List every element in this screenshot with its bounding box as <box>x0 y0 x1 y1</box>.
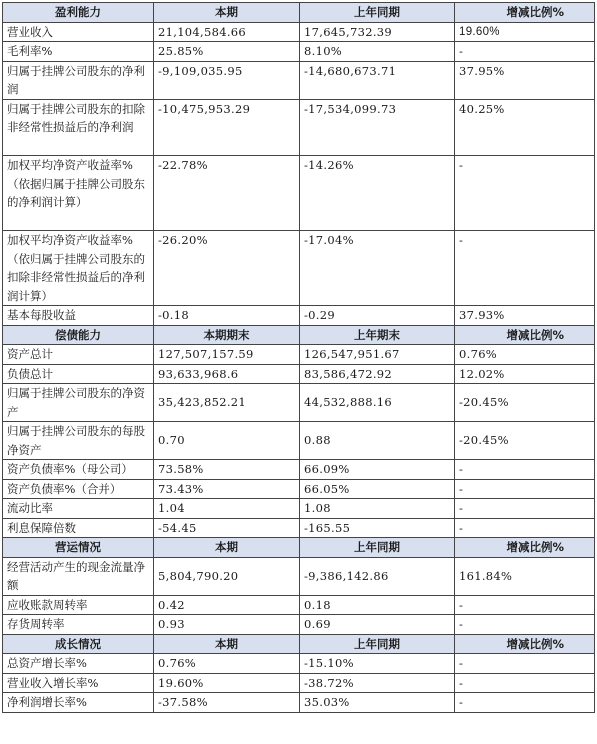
row-label: 应收账款周转率 <box>3 595 154 615</box>
row-label: 利息保障倍数 <box>3 518 154 538</box>
growth-header-cell: 上年同期 <box>300 634 455 654</box>
value-cell: 127,507,157.59 <box>154 345 300 365</box>
profit-header-cell: 上年同期 <box>300 3 455 23</box>
value-cell: 126,547,951.67 <box>300 345 455 365</box>
solvency-header-cell: 本期期末 <box>154 325 300 345</box>
growth-header-cell: 增减比例% <box>455 634 595 654</box>
row-label: 净利润增长率% <box>3 693 154 713</box>
table-row <box>3 654 595 674</box>
change-ratio-cell: - <box>455 42 595 62</box>
solvency-header-cell: 偿债能力 <box>3 325 154 345</box>
growth-header-cell: 成长情况 <box>3 634 154 654</box>
row-label: 加权平均净资产收益率%（依据归属于挂牌公司股东的净利润计算） <box>3 156 154 231</box>
row-label: 资产负债率%（母公司） <box>3 460 154 480</box>
table-row <box>3 61 595 99</box>
row-label: 营业收入 <box>3 22 154 42</box>
row-label: 归属于挂牌公司股东的每股净资产 <box>3 422 154 460</box>
row-label: 经营活动产生的现金流量净额 <box>3 557 154 595</box>
financial-indicators-table <box>2 2 595 713</box>
growth-header-cell: 本期 <box>154 634 300 654</box>
table-row <box>3 422 595 460</box>
operation-header-cell: 上年同期 <box>300 538 455 558</box>
change-ratio-cell: 12.02% <box>455 364 595 384</box>
value-cell: -0.29 <box>300 306 455 326</box>
value-cell: 5,804,790.20 <box>154 557 300 595</box>
row-label: 归属于挂牌公司股东的净利润 <box>3 61 154 99</box>
value-cell: 0.42 <box>154 595 300 615</box>
solvency-header-cell: 上年期末 <box>300 325 455 345</box>
table-row <box>3 557 595 595</box>
table-row <box>3 518 595 538</box>
row-label: 总资产增长率% <box>3 654 154 674</box>
change-ratio-cell: 161.84% <box>455 557 595 595</box>
value-cell: 0.76% <box>154 654 300 674</box>
row-label: 资产总计 <box>3 345 154 365</box>
table-row <box>3 595 595 615</box>
value-cell: 66.05% <box>300 479 455 499</box>
table-row <box>3 384 595 422</box>
table-row <box>3 345 595 365</box>
value-cell: 0.88 <box>300 422 455 460</box>
change-ratio-cell: 0.76% <box>455 345 595 365</box>
value-cell: 35.03% <box>300 693 455 713</box>
value-cell: -38.72% <box>300 673 455 693</box>
change-ratio-cell: - <box>455 518 595 538</box>
solvency-header-cell: 增减比例% <box>455 325 595 345</box>
row-label: 资产负债率%（合并） <box>3 479 154 499</box>
value-cell: -15.10% <box>300 654 455 674</box>
value-cell: -17,534,099.73 <box>300 99 455 156</box>
operation-header-cell: 营运情况 <box>3 538 154 558</box>
value-cell: 21,104,584.66 <box>154 22 300 42</box>
row-label: 归属于挂牌公司股东的净资产 <box>3 384 154 422</box>
value-cell: -9,109,035.95 <box>154 61 300 99</box>
change-ratio-cell: - <box>455 479 595 499</box>
value-cell: 66.09% <box>300 460 455 480</box>
value-cell: 0.69 <box>300 615 455 635</box>
row-label: 归属于挂牌公司股东的扣除非经常性损益后的净利润 <box>3 99 154 156</box>
value-cell: -17.04% <box>300 231 455 306</box>
row-label: 加权平均净资产收益率%（依归属于挂牌公司股东的扣除非经常性损益后的净利润计算） <box>3 231 154 306</box>
table-row <box>3 479 595 499</box>
change-ratio-cell: - <box>455 654 595 674</box>
value-cell: 83,586,472.92 <box>300 364 455 384</box>
value-cell: 35,423,852.21 <box>154 384 300 422</box>
profit-header-cell: 增减比例% <box>455 3 595 23</box>
profit-header-row <box>3 3 595 23</box>
row-label: 流动比率 <box>3 499 154 519</box>
change-ratio-cell: - <box>455 460 595 480</box>
value-cell: 73.43% <box>154 479 300 499</box>
row-label: 营业收入增长率% <box>3 673 154 693</box>
table-row <box>3 42 595 62</box>
operation-header-cell: 本期 <box>154 538 300 558</box>
value-cell: 17,645,732.39 <box>300 22 455 42</box>
table-row <box>3 231 595 306</box>
row-label: 负债总计 <box>3 364 154 384</box>
change-ratio-cell: -20.45% <box>455 384 595 422</box>
value-cell: -54.45 <box>154 518 300 538</box>
table-row <box>3 673 595 693</box>
change-ratio-cell: 19.60% <box>455 22 595 42</box>
change-ratio-cell: - <box>455 156 595 231</box>
value-cell: 0.18 <box>300 595 455 615</box>
table-row <box>3 693 595 713</box>
value-cell: 44,532,888.16 <box>300 384 455 422</box>
value-cell: 93,633,968.6 <box>154 364 300 384</box>
table-row <box>3 99 595 156</box>
table-row <box>3 156 595 231</box>
change-ratio-cell: -20.45% <box>455 422 595 460</box>
change-ratio-cell: - <box>455 499 595 519</box>
table-row <box>3 22 595 42</box>
change-ratio-cell: 37.95% <box>455 61 595 99</box>
row-label: 存货周转率 <box>3 615 154 635</box>
table-body <box>3 3 595 713</box>
value-cell: -26.20% <box>154 231 300 306</box>
value-cell: -22.78% <box>154 156 300 231</box>
value-cell: -9,386,142.86 <box>300 557 455 595</box>
operation-header-row <box>3 538 595 558</box>
operation-header-cell: 增减比例% <box>455 538 595 558</box>
change-ratio-cell: - <box>455 615 595 635</box>
value-cell: -0.18 <box>154 306 300 326</box>
value-cell: 25.85% <box>154 42 300 62</box>
change-ratio-cell: - <box>455 595 595 615</box>
change-ratio-cell: - <box>455 231 595 306</box>
change-ratio-cell: 40.25% <box>455 99 595 156</box>
row-label: 毛利率% <box>3 42 154 62</box>
value-cell: -10,475,953.29 <box>154 99 300 156</box>
profit-header-cell: 本期 <box>154 3 300 23</box>
value-cell: 73.58% <box>154 460 300 480</box>
value-cell: 0.70 <box>154 422 300 460</box>
value-cell: -37.58% <box>154 693 300 713</box>
value-cell: -14.26% <box>300 156 455 231</box>
value-cell: 8.10% <box>300 42 455 62</box>
solvency-header-row <box>3 325 595 345</box>
row-label: 基本每股收益 <box>3 306 154 326</box>
change-ratio-cell: - <box>455 673 595 693</box>
value-cell: 0.93 <box>154 615 300 635</box>
table-row <box>3 306 595 326</box>
value-cell: 1.04 <box>154 499 300 519</box>
growth-header-row <box>3 634 595 654</box>
change-ratio-cell: - <box>455 693 595 713</box>
table-row <box>3 364 595 384</box>
table-row <box>3 615 595 635</box>
table-row <box>3 499 595 519</box>
value-cell: 1.08 <box>300 499 455 519</box>
value-cell: -165.55 <box>300 518 455 538</box>
value-cell: -14,680,673.71 <box>300 61 455 99</box>
table-row <box>3 460 595 480</box>
change-ratio-cell: 37.93% <box>455 306 595 326</box>
value-cell: 19.60% <box>154 673 300 693</box>
profit-header-cell: 盈利能力 <box>3 3 154 23</box>
